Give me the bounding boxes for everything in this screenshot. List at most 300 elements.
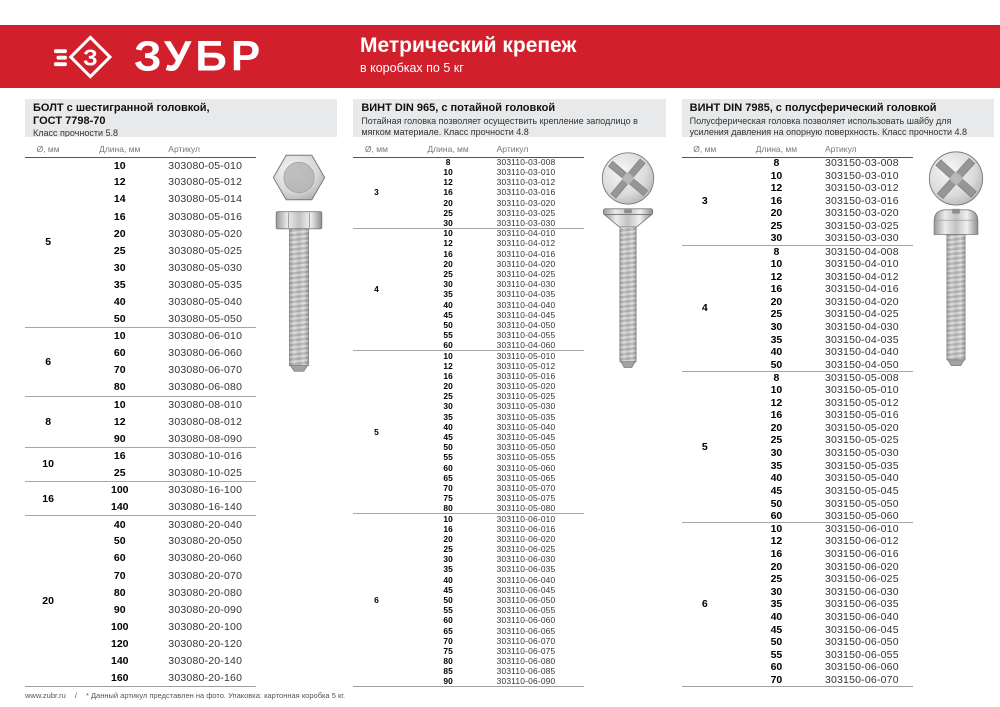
article-cell: 303110-06-045 [496, 584, 556, 595]
length-cell: 100 [71, 482, 168, 499]
length-cell: 35 [113, 278, 126, 291]
article-cell: 303150-05-012 [824, 396, 899, 409]
length-cell: 16 [770, 409, 783, 422]
column-header-article: Артикул [825, 141, 913, 157]
article-cell: 303110-04-020 [496, 258, 556, 269]
length-cell: 16 [443, 523, 453, 534]
zubr-logo [50, 31, 264, 83]
article-cell: 303110-06-060 [496, 615, 556, 626]
length-cell: 30 [443, 279, 453, 290]
table-row [25, 482, 256, 499]
length-cell: 60 [443, 615, 453, 626]
length-cell: 50 [770, 497, 783, 510]
length-cell: 65 [443, 625, 453, 636]
table-row [25, 396, 256, 413]
length-cell: 30 [770, 447, 783, 460]
article-cell: 303110-06-016 [496, 523, 556, 534]
article-cell: 303150-06-020 [824, 560, 899, 573]
article-cell: 303110-05-040 [496, 421, 556, 432]
length-cell: 10 [400, 228, 497, 238]
article-cell: 303150-03-030 [824, 232, 899, 245]
length-cell: 30 [770, 320, 783, 333]
svg-text:З: З [83, 44, 98, 71]
length-cell: 8 [728, 157, 825, 170]
column-header-length: Длина, мм [400, 141, 497, 157]
table-subtitle: Потайная головка позволяет осуществить крепление заподлицо в мягком материале. Класс прочности 4.8 [361, 115, 638, 137]
diameter-cell: 4 [353, 228, 399, 350]
article-cell: 303150-05-020 [824, 421, 899, 434]
zubr-logo-icon [50, 31, 122, 83]
table-row [25, 157, 256, 174]
length-cell: 70 [443, 635, 453, 646]
article-cell: 303150-04-030 [824, 320, 899, 333]
article-cell: 303110-06-090 [496, 676, 556, 687]
length-cell: 16 [443, 187, 453, 198]
article-cell: 303080-16-100 [168, 482, 256, 499]
article-cell: 303150-03-016 [824, 194, 899, 207]
length-cell: 55 [443, 330, 453, 341]
table-row [682, 523, 913, 536]
length-cell: 80 [443, 656, 453, 667]
length-cell: 75 [443, 493, 453, 504]
article-cell: 303110-04-055 [496, 330, 556, 341]
article-cell: 303110-05-050 [496, 442, 556, 453]
article-cell: 303110-06-050 [496, 594, 556, 605]
table-title: БОЛТ с шестигранной головкой, [33, 102, 210, 114]
length-cell: 12 [770, 270, 783, 283]
table-title-block [682, 99, 994, 137]
footer-site: www.zubr.ru [25, 691, 66, 700]
article-cell: 303110-04-060 [496, 340, 556, 351]
article-cell: 303150-06-040 [824, 610, 899, 623]
diameter-cell: 3 [682, 157, 728, 245]
column-header-article: Артикул [168, 141, 256, 157]
table-title-block [25, 99, 337, 137]
article-cell: 303150-03-025 [824, 220, 899, 233]
diameter-cell: 10 [25, 448, 71, 482]
page-subtitle: в коробках по 5 кг [360, 61, 464, 76]
article-cell: 303150-05-030 [824, 447, 899, 460]
article-cell: 303110-05-080 [496, 503, 556, 514]
article-cell: 303110-05-075 [496, 493, 556, 504]
length-cell: 35 [443, 411, 453, 422]
article-cell: 303150-03-020 [824, 207, 899, 220]
table-title-block [353, 99, 665, 137]
length-cell: 20 [770, 421, 783, 434]
length-cell: 50 [113, 312, 126, 325]
table-row [353, 351, 584, 361]
length-cell: 50 [443, 442, 453, 453]
article-cell: 303150-04-025 [824, 308, 899, 321]
article-cell: 303110-05-012 [496, 360, 556, 371]
article-cell: 303110-06-025 [496, 544, 556, 555]
table-row [353, 228, 584, 238]
product-table-hex-bolt [25, 99, 337, 690]
length-cell: 60 [770, 509, 783, 522]
article-cell: 303110-06-030 [496, 554, 556, 565]
article-cell: 303110-06-065 [496, 625, 556, 636]
article-cell: 303110-05-030 [496, 401, 556, 412]
length-cell: 70 [113, 569, 126, 582]
article-cell: 303080-08-012 [168, 415, 243, 428]
article-cell: 303150-04-040 [824, 346, 899, 359]
article-cell: 303080-06-080 [168, 381, 243, 394]
length-cell: 60 [113, 347, 126, 360]
article-cell: 303080-08-010 [168, 396, 256, 413]
length-cell: 40 [770, 472, 783, 485]
article-cell: 303110-05-010 [497, 351, 585, 361]
length-cell: 16 [770, 547, 783, 560]
product-table-countersunk-screw [353, 99, 665, 690]
length-cell: 16 [71, 448, 168, 465]
diameter-cell: 8 [25, 396, 71, 447]
article-cell: 303110-04-050 [496, 319, 556, 330]
length-cell: 40 [443, 421, 453, 432]
length-cell: 55 [443, 605, 453, 616]
article-cell: 303150-06-035 [824, 598, 899, 611]
article-cell: 303150-06-012 [824, 535, 899, 548]
table-row [682, 371, 913, 384]
article-cell: 303080-05-020 [168, 227, 243, 240]
length-cell: 8 [400, 157, 497, 167]
fastener-table [682, 141, 913, 687]
length-cell: 16 [113, 210, 126, 223]
table-row [353, 157, 584, 167]
article-cell: 303080-20-060 [168, 552, 243, 565]
article-cell: 303080-20-090 [168, 603, 243, 616]
column-header-length: Длина, мм [728, 141, 825, 157]
length-cell: 16 [443, 248, 453, 259]
length-cell: 25 [443, 544, 453, 555]
article-cell: 303080-16-140 [168, 500, 243, 513]
length-cell: 30 [113, 261, 126, 274]
article-cell: 303080-05-016 [168, 210, 243, 223]
article-cell: 303080-20-120 [168, 637, 243, 650]
length-cell: 12 [770, 535, 783, 548]
article-cell: 303110-05-045 [496, 431, 556, 442]
article-cell: 303110-03-030 [496, 217, 556, 228]
length-cell: 12 [443, 360, 453, 371]
article-cell: 303150-04-050 [824, 358, 899, 371]
length-cell: 12 [770, 182, 783, 195]
article-cell: 303110-03-020 [496, 197, 556, 208]
article-cell: 303080-06-010 [168, 328, 256, 345]
article-cell: 303150-06-060 [824, 661, 899, 674]
length-cell: 80 [113, 381, 126, 394]
table-row [682, 157, 913, 170]
article-cell: 303110-04-012 [496, 238, 556, 249]
article-cell: 303080-06-060 [168, 347, 243, 360]
length-cell: 25 [770, 308, 783, 321]
length-cell: 12 [113, 176, 126, 189]
table-row [353, 514, 584, 524]
length-cell: 25 [443, 391, 453, 402]
article-cell: 303110-03-008 [497, 157, 585, 167]
length-cell: 10 [443, 167, 453, 178]
article-cell: 303150-05-040 [824, 472, 899, 485]
length-cell: 30 [770, 585, 783, 598]
length-cell: 120 [110, 637, 129, 650]
length-cell: 60 [443, 340, 453, 351]
length-cell: 55 [770, 648, 783, 661]
length-cell: 20 [443, 258, 453, 269]
table-subtitle: Класс прочности 5.8 [33, 128, 119, 137]
length-cell: 40 [113, 296, 126, 309]
length-cell: 60 [770, 661, 783, 674]
fastener-table [25, 141, 256, 687]
page-footer [25, 691, 345, 700]
length-cell: 60 [113, 552, 126, 565]
table-row [25, 448, 256, 465]
length-cell: 10 [400, 351, 497, 361]
length-cell: 85 [443, 666, 453, 677]
length-cell: 10 [71, 396, 168, 413]
length-cell: 30 [770, 232, 783, 245]
article-cell: 303080-05-035 [168, 278, 243, 291]
article-cell: 303110-05-065 [496, 472, 556, 483]
table-row [682, 245, 913, 258]
article-cell: 303150-05-025 [824, 434, 899, 447]
footer-note: * Данный артикул представлен на фото. Упаковка: картонная коробка 5 кг. [85, 691, 346, 700]
length-cell: 25 [770, 220, 783, 233]
length-cell: 40 [71, 516, 168, 533]
article-cell: 303150-06-045 [824, 623, 899, 636]
article-cell: 303110-05-025 [496, 391, 556, 402]
diameter-cell: 5 [353, 351, 399, 514]
length-cell: 45 [443, 431, 453, 442]
length-cell: 40 [443, 299, 453, 310]
length-cell: 10 [728, 523, 825, 536]
length-cell: 10 [71, 157, 168, 174]
article-cell: 303150-05-050 [824, 497, 899, 510]
length-cell: 25 [113, 244, 126, 257]
article-cell: 303110-04-045 [496, 309, 556, 320]
article-cell: 303110-03-016 [496, 187, 556, 198]
footer-separator: / [74, 691, 77, 700]
length-cell: 100 [110, 620, 129, 633]
length-cell: 35 [443, 289, 453, 300]
length-cell: 12 [770, 396, 783, 409]
length-cell: 20 [770, 207, 783, 220]
length-cell: 25 [770, 434, 783, 447]
length-cell: 25 [113, 466, 126, 479]
article-cell: 303080-20-040 [168, 516, 256, 533]
diameter-cell: 3 [353, 157, 399, 228]
article-cell: 303150-05-010 [824, 384, 899, 397]
length-cell: 70 [770, 673, 783, 686]
article-cell: 303110-05-060 [496, 462, 556, 473]
article-cell: 303080-05-025 [168, 244, 243, 257]
length-cell: 10 [770, 257, 783, 270]
length-cell: 35 [770, 598, 783, 611]
length-cell: 25 [443, 268, 453, 279]
length-cell: 12 [443, 177, 453, 188]
article-cell: 303080-05-010 [168, 157, 256, 174]
article-cell: 303150-05-016 [824, 409, 899, 422]
length-cell: 90 [443, 676, 453, 687]
article-cell: 303080-05-030 [168, 261, 243, 274]
hex-bolt-image [261, 143, 337, 383]
article-cell: 303110-03-012 [496, 177, 556, 188]
length-cell: 20 [443, 533, 453, 544]
length-cell: 90 [113, 603, 126, 616]
article-cell: 303110-06-040 [496, 574, 556, 585]
article-cell: 303080-20-080 [168, 586, 243, 599]
column-header-diameter: Ø, мм [25, 141, 71, 157]
article-cell: 303150-05-045 [824, 484, 899, 497]
length-cell: 25 [770, 573, 783, 586]
article-cell: 303110-04-016 [496, 248, 556, 259]
article-cell: 303110-04-035 [496, 289, 556, 300]
article-cell: 303110-04-040 [496, 299, 556, 310]
length-cell: 35 [770, 333, 783, 346]
length-cell: 30 [443, 217, 453, 228]
article-cell: 303110-06-035 [496, 564, 556, 575]
length-cell: 50 [770, 636, 783, 649]
article-cell: 303150-04-020 [824, 295, 899, 308]
length-cell: 25 [443, 207, 453, 218]
article-cell: 303150-05-035 [824, 459, 899, 472]
length-cell: 40 [770, 610, 783, 623]
length-cell: 70 [113, 364, 126, 377]
article-cell: 303080-05-050 [168, 312, 243, 325]
brand-name: ЗУБР [134, 32, 265, 80]
length-cell: 60 [443, 462, 453, 473]
length-cell: 55 [443, 452, 453, 463]
column-header-length: Длина, мм [71, 141, 168, 157]
article-cell: 303110-03-025 [496, 207, 556, 218]
length-cell: 45 [770, 623, 783, 636]
length-cell: 12 [113, 415, 126, 428]
length-cell: 10 [400, 514, 497, 524]
article-cell: 303150-06-010 [825, 523, 913, 536]
header-titles [360, 34, 576, 75]
table-row [25, 516, 256, 533]
article-cell: 303110-03-010 [496, 167, 556, 178]
article-cell: 303080-20-140 [168, 655, 243, 668]
article-cell: 303110-05-070 [496, 482, 556, 493]
length-cell: 10 [71, 328, 168, 345]
article-cell: 303150-06-030 [824, 585, 899, 598]
length-cell: 80 [113, 586, 126, 599]
article-cell: 303150-06-016 [824, 547, 899, 560]
article-cell: 303150-05-008 [825, 371, 913, 384]
diameter-cell: 6 [25, 328, 71, 396]
article-cell: 303150-03-012 [824, 182, 899, 195]
length-cell: 35 [770, 459, 783, 472]
table-title: ГОСТ 7798-70 [33, 114, 106, 127]
article-cell: 303150-05-060 [824, 509, 899, 522]
article-cell: 303150-04-016 [824, 283, 899, 296]
article-cell: 303080-05-014 [168, 193, 243, 206]
article-cell: 303150-06-070 [824, 673, 899, 686]
article-cell: 303110-06-075 [496, 645, 556, 656]
header-banner [0, 25, 1000, 88]
length-cell: 16 [770, 194, 783, 207]
article-cell: 303150-03-008 [825, 157, 913, 170]
length-cell: 14 [113, 193, 126, 206]
article-cell: 303110-06-020 [496, 533, 556, 544]
article-cell: 303150-03-010 [824, 169, 899, 182]
length-cell: 20 [443, 381, 453, 392]
article-cell: 303080-05-040 [168, 296, 243, 309]
length-cell: 50 [443, 594, 453, 605]
length-cell: 45 [443, 309, 453, 320]
length-cell: 65 [443, 472, 453, 483]
diameter-cell: 6 [682, 523, 728, 687]
length-cell: 45 [443, 584, 453, 595]
table-title: ВИНТ DIN 7985, с полусферический головкой [689, 102, 937, 114]
length-cell: 20 [443, 197, 453, 208]
table-subtitle: Полусферическая головка позволяет использовать шайбу для усиления давления на опорную поверхность. Класс прочности 4.8 [689, 115, 968, 137]
article-cell: 303150-04-012 [824, 270, 899, 283]
length-cell: 40 [770, 346, 783, 359]
product-table-pan-head-screw [682, 99, 994, 690]
length-cell: 75 [443, 645, 453, 656]
article-cell: 303150-06-025 [824, 573, 899, 586]
length-cell: 30 [443, 554, 453, 565]
diameter-cell: 16 [25, 482, 71, 516]
length-cell: 35 [443, 564, 453, 575]
length-cell: 10 [770, 169, 783, 182]
length-cell: 50 [113, 535, 126, 548]
article-cell: 303150-04-010 [824, 257, 899, 270]
length-cell: 140 [110, 500, 129, 513]
page-title: Метрический крепеж [360, 34, 577, 57]
length-cell: 12 [443, 238, 453, 249]
table-row [25, 328, 256, 345]
countersunk-screw-image [590, 143, 666, 383]
article-cell: 303110-05-055 [496, 452, 556, 463]
article-cell: 303080-05-012 [168, 176, 243, 189]
length-cell: 20 [113, 227, 126, 240]
diameter-cell: 5 [682, 371, 728, 522]
article-cell: 303080-10-016 [168, 448, 256, 465]
length-cell: 70 [443, 482, 453, 493]
column-header-article: Артикул [497, 141, 585, 157]
article-cell: 303080-06-070 [168, 364, 243, 377]
length-cell: 20 [770, 295, 783, 308]
length-cell: 16 [770, 283, 783, 296]
fastener-table [353, 141, 584, 687]
article-cell: 303150-06-055 [824, 648, 899, 661]
article-cell: 303110-05-020 [496, 381, 556, 392]
article-cell: 303110-06-070 [496, 635, 556, 646]
article-cell: 303080-10-025 [168, 466, 243, 479]
article-cell: 303150-06-050 [824, 636, 899, 649]
length-cell: 20 [770, 560, 783, 573]
length-cell: 80 [443, 503, 453, 514]
article-cell: 303110-06-085 [496, 666, 556, 677]
table-title: ВИНТ DIN 965, с потайной головкой [361, 102, 556, 114]
column-header-diameter: Ø, мм [682, 141, 728, 157]
length-cell: 45 [770, 484, 783, 497]
length-cell: 10 [770, 384, 783, 397]
length-cell: 16 [443, 370, 453, 381]
tables-area [0, 99, 1000, 690]
article-cell: 303110-05-035 [496, 411, 556, 422]
diameter-cell: 4 [682, 245, 728, 371]
length-cell: 50 [770, 358, 783, 371]
article-cell: 303110-04-030 [496, 279, 556, 290]
length-cell: 40 [443, 574, 453, 585]
article-cell: 303150-04-008 [825, 245, 913, 258]
article-cell: 303110-04-025 [496, 268, 556, 279]
diameter-cell: 6 [353, 514, 399, 687]
diameter-cell: 20 [25, 516, 71, 687]
column-header-diameter: Ø, мм [353, 141, 399, 157]
article-cell: 303110-06-080 [496, 656, 556, 667]
